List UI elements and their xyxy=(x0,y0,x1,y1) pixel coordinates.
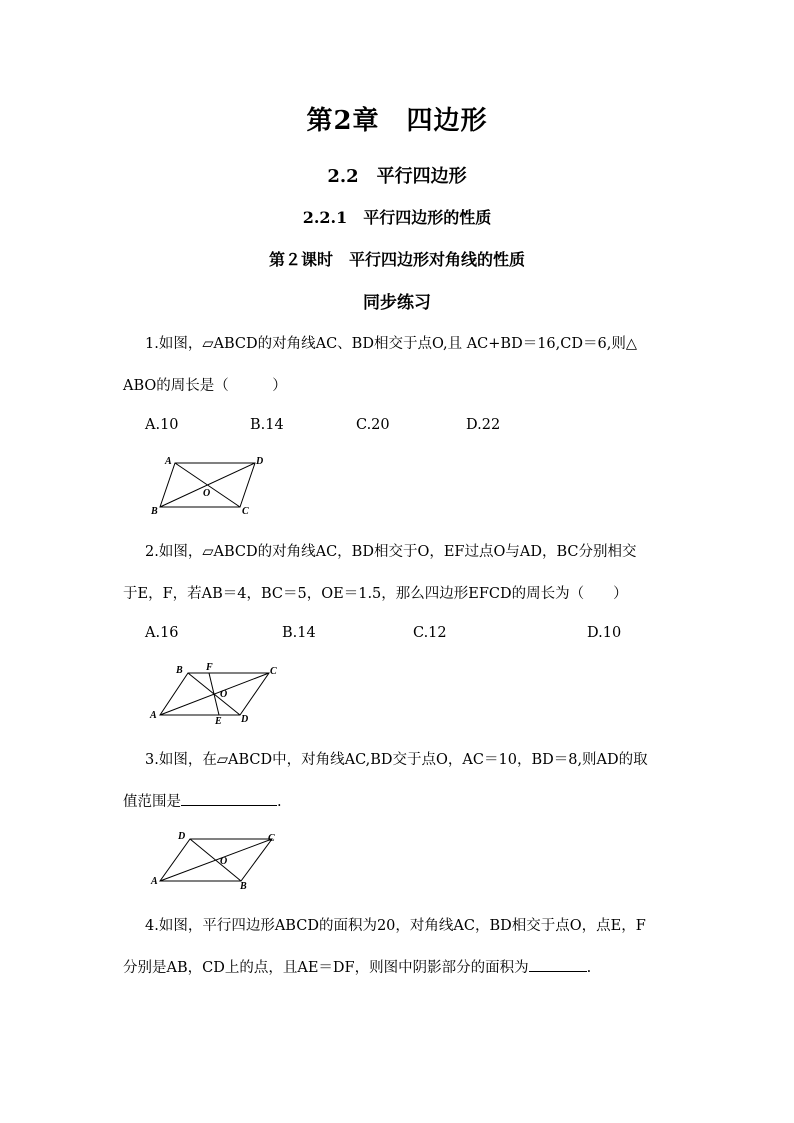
q4-text-line2-end: . xyxy=(586,960,592,976)
q3-text-line2 xyxy=(123,790,282,811)
q3-answer-blank xyxy=(181,791,277,806)
q4-text-line2-prefix: 分别是AB，CD上的点，且AE＝DF，则图中阴影部分的面积为 xyxy=(123,960,529,976)
section-title: 2.2 平行四边形 xyxy=(327,166,467,187)
q1-label-b: B xyxy=(151,506,158,517)
q2-label-e: E xyxy=(215,716,222,727)
q3-label-o: O xyxy=(220,856,228,867)
q3-label-c: C xyxy=(268,833,275,844)
chapter-title: 第2章 四边形 xyxy=(306,106,488,136)
q2-label-b: B xyxy=(176,665,183,676)
q3-text-line2-prefix: 值范围是 xyxy=(123,794,181,810)
q1-label-o: O xyxy=(203,488,211,499)
q3-label-d: D xyxy=(178,831,186,842)
lesson-title: 第２课时 平行四边形对角线的性质 xyxy=(268,250,525,269)
q2-segment-ef xyxy=(209,673,219,715)
q1-text-line2: ABO的周长是（ ） xyxy=(123,378,287,394)
q1-label-a: A xyxy=(165,456,172,467)
q2-label-o: O xyxy=(220,689,228,700)
q4-text-line2 xyxy=(123,956,591,977)
q2-text-line2: 于E，F，若AB＝4，BC＝5，OE＝1.5，那么四边形EFCD的周长为（ ） xyxy=(123,586,628,602)
q1-label-c: C xyxy=(242,506,249,517)
q3-label-b: B xyxy=(240,881,247,892)
q1-label-d: D xyxy=(256,456,264,467)
q3-parallelogram-figure xyxy=(145,825,285,895)
q1-parallelogram-figure xyxy=(145,450,275,520)
practice-heading: 同步练习 xyxy=(363,293,431,313)
q4-text-line1: 4.如图，平行四边形ABCD的面积为20，对角线AC，BD相交于点O，点E，F xyxy=(145,918,646,934)
q1-option-c: C.20 xyxy=(356,417,390,433)
q3-diagonal-bd xyxy=(190,839,241,881)
q3-label-a: A xyxy=(151,876,158,887)
q3-text-line1: 3.如图，在▱ABCD中，对角线AC,BD交于点O，AC＝10，BD＝8,则AD的取 xyxy=(145,752,648,768)
q2-parallelogram-figure xyxy=(145,658,285,730)
q2-label-f: F xyxy=(206,662,213,673)
subsection-title: 2.2.1 平行四边形的性质 xyxy=(302,208,492,227)
q2-label-a: A xyxy=(150,710,157,721)
q2-option-a: A.16 xyxy=(145,625,179,641)
q1-diagonal-bd xyxy=(160,463,255,507)
q2-option-d: D.10 xyxy=(587,625,622,641)
q2-text-line1: 2.如图，▱ABCD的对角线AC，BD相交于O，EF过点O与AD，BC分别相交 xyxy=(145,544,637,560)
q1-option-b: B.14 xyxy=(250,417,284,433)
q2-option-b: B.14 xyxy=(282,625,316,641)
q2-option-c: C.12 xyxy=(413,625,447,641)
q2-label-c: C xyxy=(270,666,277,677)
q1-option-a: A.10 xyxy=(145,417,179,433)
q2-label-d: D xyxy=(241,714,249,725)
q1-text-line1: 1.如图，▱ABCD的对角线AC、BD相交于点O,且 AC+BD＝16,CD＝6,则△ xyxy=(145,336,637,352)
q4-answer-blank xyxy=(529,957,587,972)
q3-text-line2-end: . xyxy=(277,794,282,810)
q1-option-d: D.22 xyxy=(466,417,501,433)
